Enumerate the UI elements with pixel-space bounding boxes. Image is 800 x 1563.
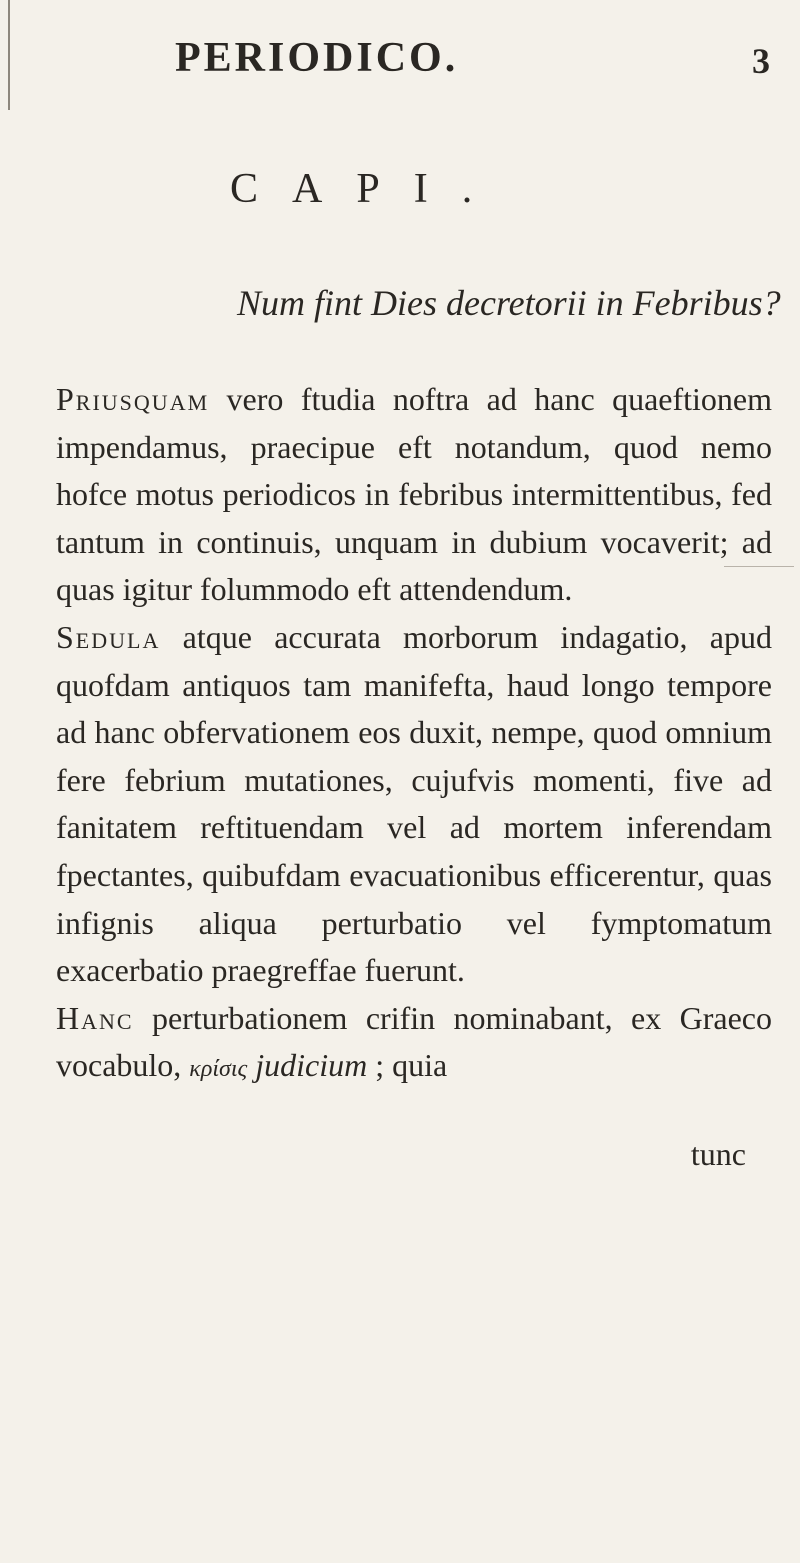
- paragraph-text: perturbationem crifin nominabant, ex Graeco vocabulo,: [56, 999, 772, 1084]
- catchword: tunc: [690, 1136, 746, 1172]
- paragraph-lead: Priusquam: [56, 381, 210, 417]
- chapter-title: Num fint Dies decretorii in Febribus?: [237, 283, 781, 323]
- paragraph-1: [56, 376, 772, 614]
- paragraph-2: [56, 614, 772, 995]
- paragraph-text: vero ftudia noftra ad hanc quaeftionem impendamus, praecipue eft notandum, quod nemo hofce motus periodicos in febribus intermittentibus, fed tantum in continuis, unquam in dubium vocaverit; ad quas igitur folummodo eft attendendum.: [56, 381, 772, 608]
- paragraph-lead: Hanc: [56, 999, 134, 1036]
- paragraph-text-end: ; quia: [367, 1047, 448, 1084]
- paragraph-text: atque accurata morborum indagatio, apud quofdam antiquos tam manifefta, haud longo tempore ad hanc obfervationem eos duxit, nempe, quod omnium fere febrium mutationes, cujufvis momenti, five ad fanitatem reftituendam vel ad mortem inferendam fpectantes, quibufdam evacuationibus efficerentur, quas infignis aliqua perturbatio vel fymptomatum exacerbatio praegreffae fuerunt.: [56, 618, 772, 989]
- greek-word: κρίσις: [189, 1056, 248, 1083]
- chapter-heading: CAPI.: [230, 166, 507, 212]
- italic-word: judicium: [255, 1047, 368, 1084]
- paragraph-lead: Sedula: [56, 618, 161, 655]
- paragraph-3: [56, 995, 772, 1094]
- body-text: [56, 376, 772, 1094]
- running-head: PERIODICO.: [175, 35, 459, 81]
- page-edge-rule: [8, 0, 10, 110]
- page-number: 3: [752, 41, 770, 81]
